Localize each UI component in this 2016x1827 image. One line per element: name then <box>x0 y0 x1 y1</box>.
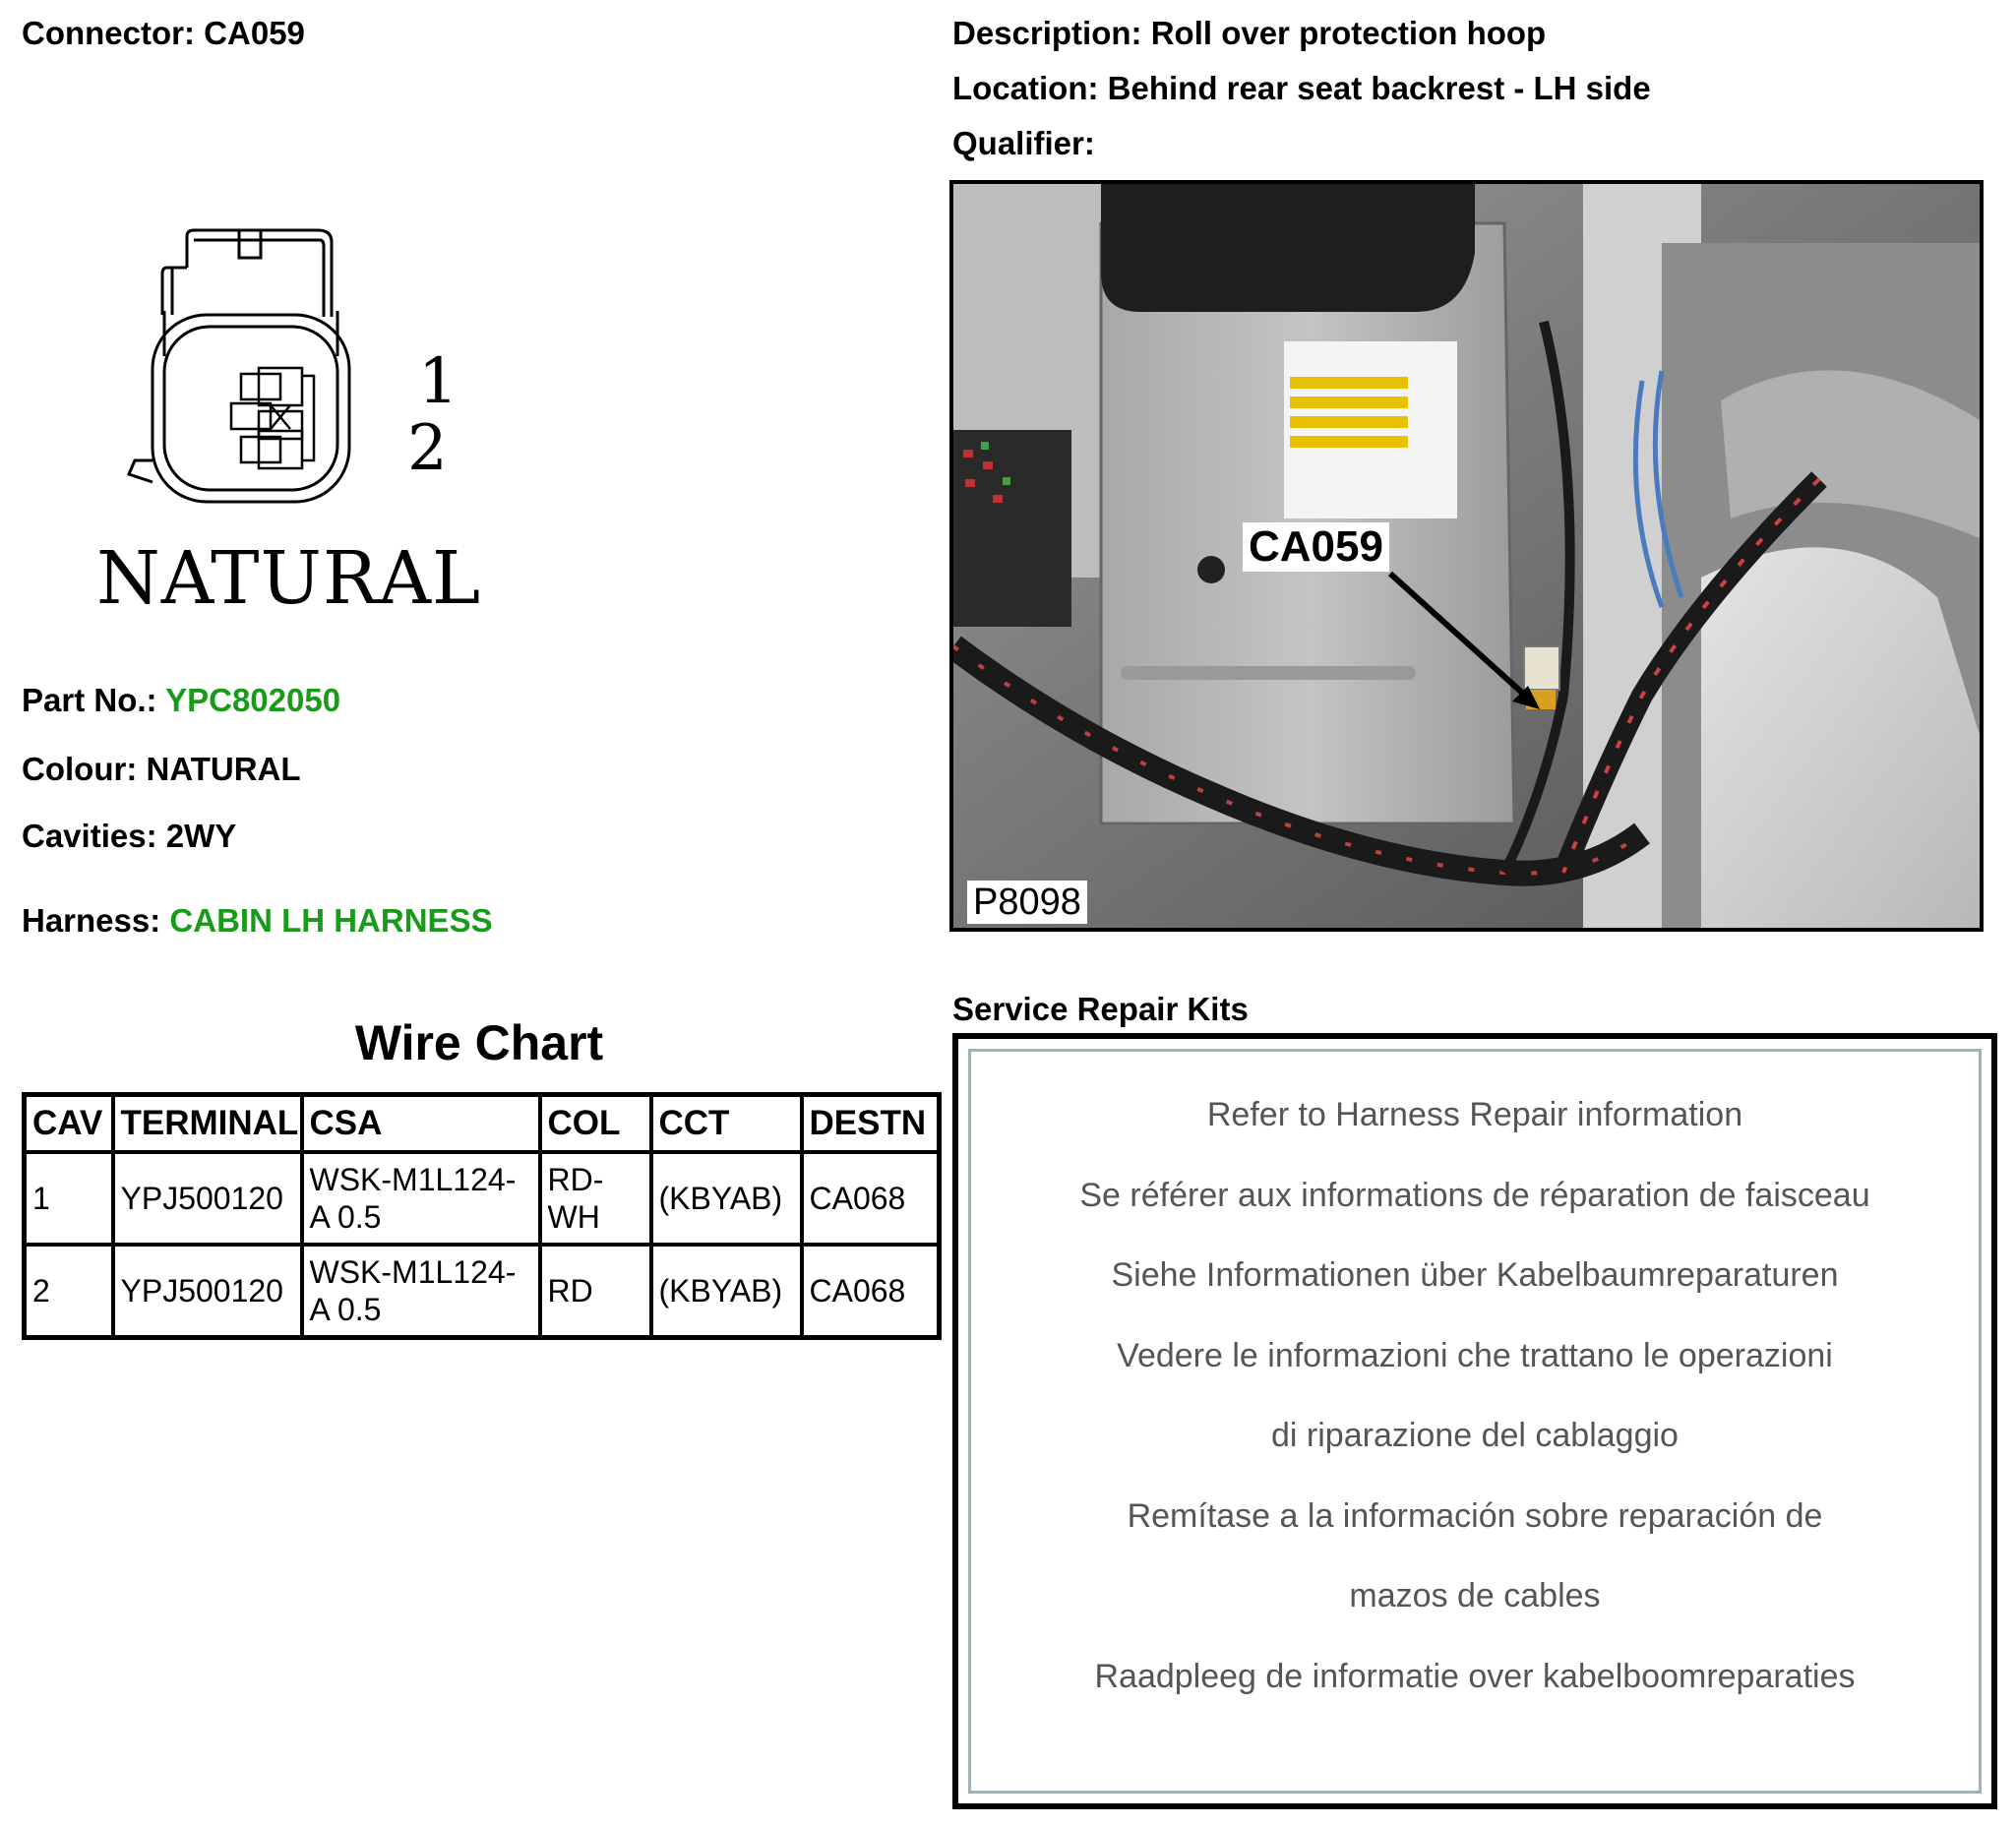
repair-info-line-it-1: Vedere le informazioni che trattano le operazioni <box>1117 1336 1833 1374</box>
cell-destn: CA068 <box>802 1152 940 1245</box>
table-row <box>25 1152 940 1245</box>
table-row <box>25 1245 940 1338</box>
cell-col: RD <box>540 1245 651 1338</box>
repair-info-line-en: Refer to Harness Repair information <box>1206 1096 1743 1133</box>
cell-cct: (KBYAB) <box>651 1245 802 1338</box>
photo-reference-number: P8098 <box>967 881 1087 924</box>
pin-number-1: 1 <box>418 345 458 418</box>
header-col: COL <box>540 1095 651 1153</box>
qualifier-line <box>952 124 1095 163</box>
header-destn: DESTN <box>802 1095 940 1153</box>
cell-destn: CA068 <box>802 1245 940 1338</box>
harness-line <box>22 901 493 941</box>
cavities-label: Cavities: <box>22 818 157 854</box>
location-photo <box>949 180 1984 932</box>
part-no-line <box>22 681 340 720</box>
connector-label: Connector: <box>22 15 195 51</box>
repair-info-line-nl: Raadpleeg de informatie over kabelboomreparaties <box>1094 1657 1856 1695</box>
cell-terminal: YPJ500120 <box>113 1152 302 1245</box>
cell-col: RD-WH <box>540 1152 651 1245</box>
header-cav: CAV <box>25 1095 113 1153</box>
location-photo-illustration <box>953 184 1980 928</box>
part-no-label: Part No.: <box>22 682 157 718</box>
repair-info-line-de: Siehe Informationen über Kabelbaumreparaturen <box>1111 1256 1839 1294</box>
repair-info-line-es-2: mazos de cables <box>1349 1577 1601 1614</box>
harness-label: Harness: <box>22 902 161 939</box>
harness-link[interactable]: CABIN LH HARNESS <box>169 902 493 939</box>
colour-label: Colour: <box>22 751 138 787</box>
repair-info-line-fr: Se référer aux informations de réparation de faisceau <box>1079 1176 1870 1214</box>
cavities-line <box>22 817 236 856</box>
description-line <box>952 14 1546 53</box>
service-repair-kits-inner-frame <box>968 1049 1982 1794</box>
connector-colour-caption: NATURAL <box>96 536 482 621</box>
cell-csa: WSK-M1L124-A 0.5 <box>302 1245 540 1338</box>
photo-callout-label: CA059 <box>1243 522 1389 572</box>
service-repair-kits-title: Service Repair Kits <box>952 991 1249 1027</box>
cavities-value: 2WY <box>165 818 237 854</box>
qualifier-label: Qualifier: <box>952 125 1095 161</box>
description-value: Roll over protection hoop <box>1150 15 1547 51</box>
location-line <box>952 69 1651 108</box>
cell-cct: (KBYAB) <box>651 1152 802 1245</box>
part-no-link[interactable]: YPC802050 <box>165 682 341 718</box>
pin-number-2: 2 <box>407 412 448 485</box>
cell-csa: WSK-M1L124-A 0.5 <box>302 1152 540 1245</box>
cell-terminal: YPJ500120 <box>113 1245 302 1338</box>
repair-info-line-es-1: Remítase a la información sobre reparación de <box>1127 1496 1823 1535</box>
connector-line <box>22 14 305 53</box>
header-terminal: TERMINAL <box>113 1095 302 1153</box>
header-csa: CSA <box>302 1095 540 1153</box>
service-repair-kits-panel <box>952 1033 1997 1809</box>
colour-value: NATURAL <box>146 751 301 787</box>
cell-cav: 1 <box>25 1152 113 1245</box>
colour-line <box>22 750 301 789</box>
connector-id: CA059 <box>204 15 305 51</box>
location-value: Behind rear seat backrest - LH side <box>1107 70 1651 106</box>
description-label: Description: <box>952 15 1142 51</box>
wire-chart-header-row <box>25 1095 940 1153</box>
service-repair-kits-text <box>971 1095 1979 1736</box>
header-cct: CCT <box>651 1095 802 1153</box>
location-label: Location: <box>952 70 1099 106</box>
wire-chart-title: Wire Chart <box>354 1015 604 1070</box>
wire-chart-table <box>22 1092 942 1340</box>
cell-cav: 2 <box>25 1245 113 1338</box>
repair-info-line-it-2: di riparazione del cablaggio <box>1271 1417 1679 1454</box>
